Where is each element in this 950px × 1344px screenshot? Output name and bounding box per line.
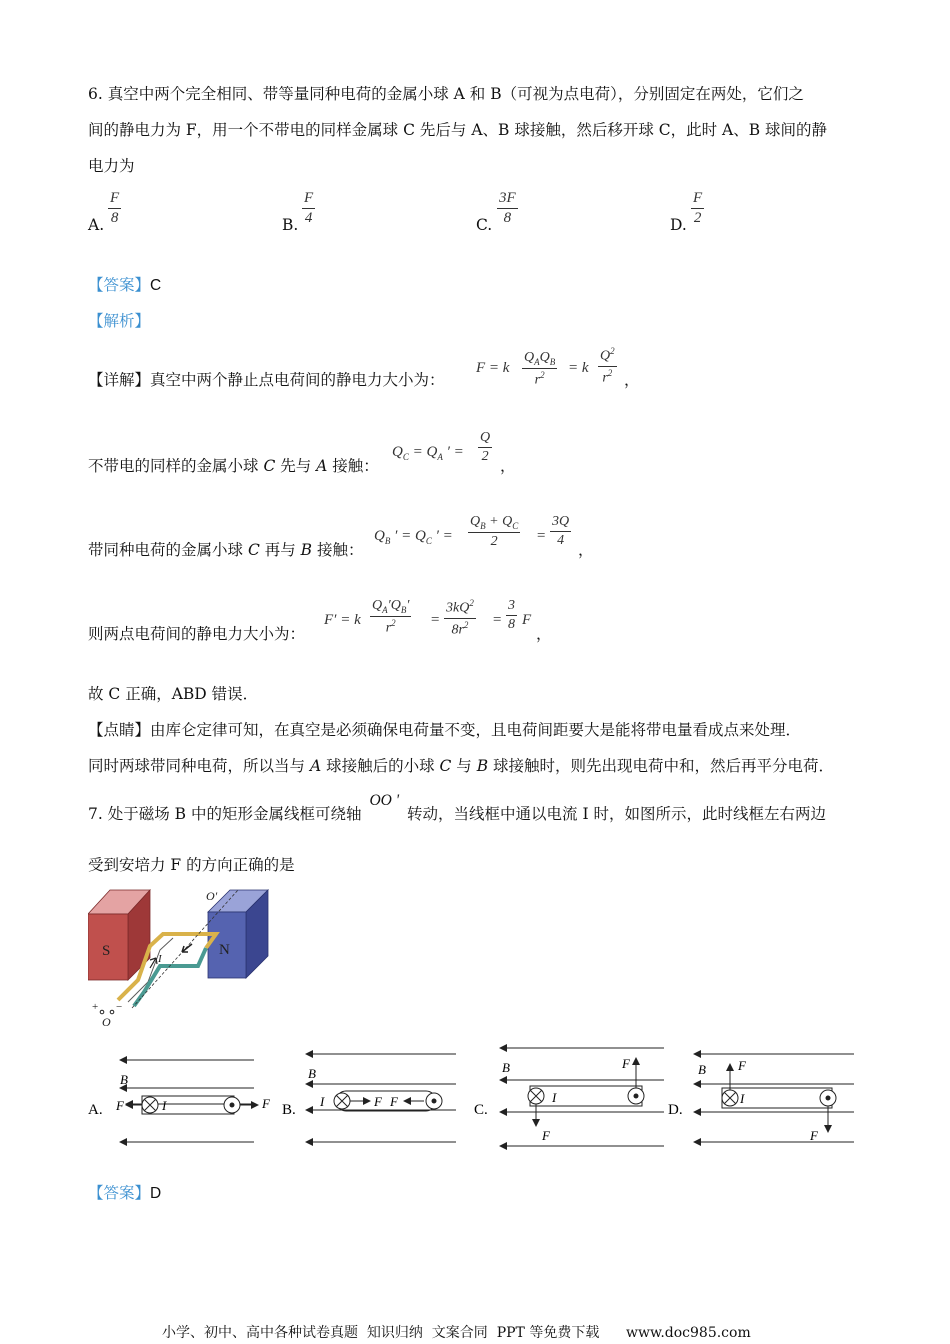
option-label: B.: [282, 216, 299, 234]
page-footer: 小学、初中、高中各种试卷真题 知识归纳 文案合同 PPT 等免费下载 www.doc985.com: [162, 1325, 751, 1341]
formula-fraction: $Q_AQ_B$ $r^2$: [524, 350, 556, 388]
q6-answer: [88, 275, 161, 296]
q7-text-line1: 7. 处于磁场 B 中的矩形金属线框可绕轴OO '转动，当线框中通以电流 I 时，如图所示，此时线框左右两边: [88, 792, 827, 823]
q6-comment-line1: 【点睛】由库仑定律可知，在真空是必须确保电荷量不变，且电荷间距要大是能将带电量看成点来处理．: [88, 721, 802, 739]
fraction: F 2: [693, 190, 703, 226]
motor-diagram: [88, 888, 288, 1030]
q6-text-line2: 间的静电力为 F，用一个不带电的同样金属球 C 先后与 A、B 球接触，然后移开球 C，此时 A、B 球间的静: [88, 121, 828, 139]
axis-o-prime-label: O': [206, 889, 218, 903]
answer-tag: 【答案】: [88, 1184, 151, 1202]
step2-formula: $Q_C = Q_A$ ′ =: [392, 444, 464, 462]
comma: ，: [536, 625, 552, 643]
force-label: F: [738, 1058, 746, 1073]
plus-terminal: +: [92, 1001, 99, 1013]
coulomb-formula: F = k: [476, 360, 510, 376]
force-label: F: [622, 1056, 630, 1071]
option-label: C.: [474, 1102, 488, 1118]
fraction: F 4: [304, 190, 314, 226]
step3-formula: $Q_B$ ′ = $Q_C$ ′ =: [374, 528, 453, 546]
minus-terminal: −: [116, 1001, 123, 1013]
q6-conclusion: 故 C 正确，ABD 错误．: [88, 685, 259, 703]
step4-formula: F′ = k: [324, 612, 361, 628]
force-label: F: [116, 1098, 124, 1113]
field-label: B: [502, 1060, 510, 1075]
option-label: D.: [668, 1102, 683, 1118]
formula-part: F: [522, 612, 532, 628]
current-label: I: [552, 1090, 557, 1105]
field-label: B: [698, 1062, 706, 1077]
option-a-diagram: [88, 1060, 271, 1142]
q6-step3: 带同种电荷的金属小球 C 再与 B 接触：: [88, 541, 364, 559]
current-label: I: [740, 1091, 745, 1106]
comma: ，: [578, 541, 594, 559]
q6-step4: 则两点电荷间的静电力大小为：: [88, 625, 306, 643]
q7-text-line2: 受到安培力 F 的方向正确的是: [88, 856, 295, 874]
formula-fraction: 3Q 4: [552, 514, 570, 548]
answer-value: D: [150, 1185, 162, 1202]
q6-step2: 不带电的同样的金属小球 C 先与 A 接触：: [88, 457, 379, 475]
formula-fraction: Q 2: [480, 430, 491, 464]
formula-fraction: $Q^2$ $r^2$: [600, 346, 615, 386]
magnet-s-label: S: [102, 943, 111, 959]
formula-fraction: $3kQ^2$ $8r^2$: [446, 598, 474, 638]
force-label: F: [810, 1128, 818, 1143]
answer-value: C: [150, 277, 162, 294]
formula-part: =: [492, 612, 503, 628]
option-label: A.: [88, 216, 105, 234]
current-label: I: [162, 1098, 167, 1113]
q7-answer: [88, 1183, 161, 1204]
option-label: B.: [282, 1102, 296, 1118]
axis-label: OO ': [369, 792, 400, 809]
current-label: I: [158, 953, 162, 965]
current-label: I: [320, 1094, 325, 1109]
q6-comment-line2: 同时两球带同种电荷，所以当与 A 球接触后的小球 C 与 B 球接触时，则先出现电荷中和，然后再平分电荷．: [88, 757, 835, 775]
fraction: 3F 8: [499, 190, 516, 226]
formula-fraction: $Q_B + Q_C$ 2: [470, 514, 519, 549]
axis-o-label: O: [102, 1015, 111, 1029]
formula-part: =: [536, 528, 547, 544]
force-label: F: [390, 1094, 398, 1109]
formula-fraction: 3 8: [508, 598, 515, 632]
formula-part: = k: [568, 360, 589, 376]
field-label: B: [120, 1072, 128, 1087]
comment-tag: 【点睛】: [88, 721, 151, 739]
force-label: F: [542, 1128, 550, 1143]
force-label: F: [374, 1094, 382, 1109]
detail-tag: 【详解】: [88, 371, 151, 389]
answer-tag: 【答案】: [88, 276, 151, 294]
formula-fraction: $Q_A'Q_B'$ $r^2$: [372, 598, 410, 636]
q6-detail-line: 【详解】真空中两个静止点电荷间的静电力大小为：: [88, 371, 445, 389]
option-label: A.: [88, 1102, 103, 1118]
q6-text-line3: 电力为: [88, 157, 135, 175]
comma: ，: [500, 457, 516, 475]
field-label: B: [308, 1066, 316, 1081]
option-d-diagram: [668, 1054, 854, 1143]
option-label: D.: [670, 216, 687, 234]
q7-options-diagrams: [86, 1040, 866, 1160]
option-c-diagram: [474, 1048, 664, 1146]
force-label: F: [262, 1096, 270, 1111]
option-label: C.: [476, 216, 493, 234]
formula-part: =: [430, 612, 441, 628]
magnet-n-label: N: [219, 942, 230, 958]
fraction: F 8: [110, 190, 120, 226]
q6-analysis-tag: 【解析】: [88, 312, 151, 330]
option-b-diagram: [282, 1054, 456, 1142]
q6-text-line1: 6. 真空中两个完全相同、带等量同种电荷的金属小球 A 和 B（可视为点电荷），分别固定在两处，它们之: [88, 85, 804, 103]
comma: ，: [624, 371, 640, 389]
